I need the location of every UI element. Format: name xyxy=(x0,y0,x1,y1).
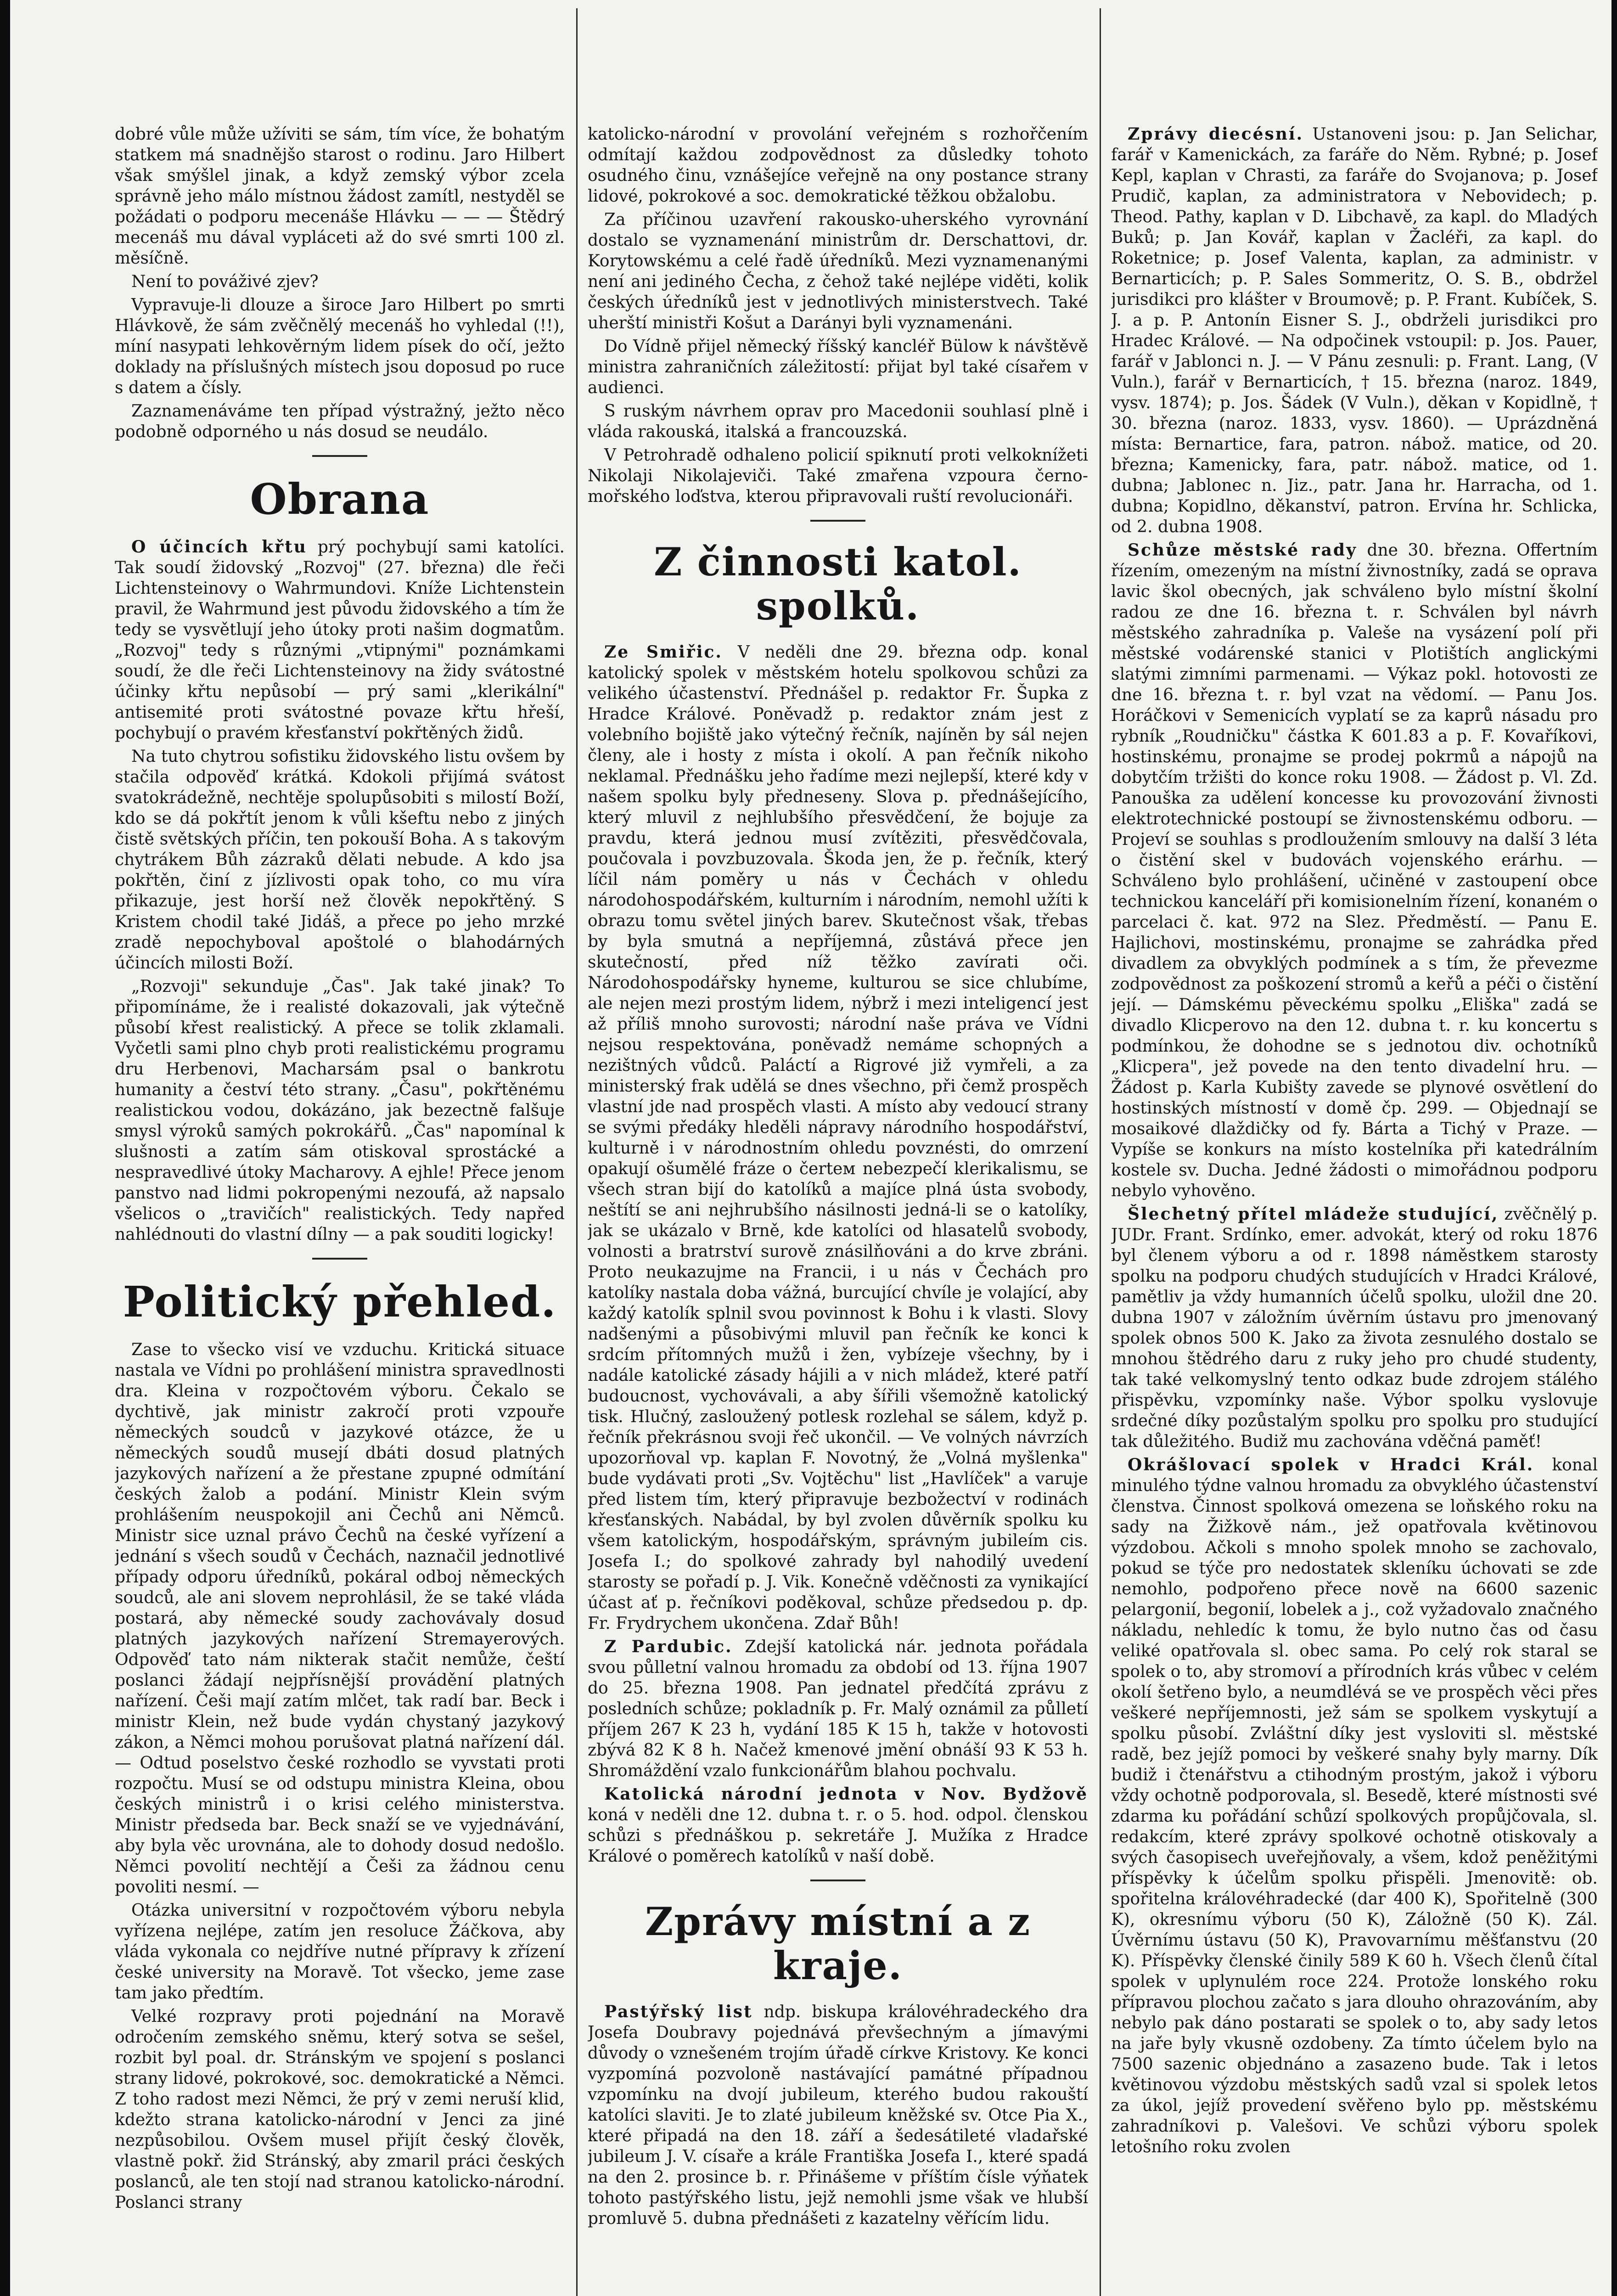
column-left xyxy=(115,124,565,2296)
paragraph: Ustanoveni jsou: p. Jan Selichar, farář v Kamenickách, za faráře do Něm. Rybné; p. Josef Kepl, kaplan v Chrasti, za faráře do Svojanova; p. Josef Prudič, kaplan, za administratora v Nebovidech; p. Theod. Pathy, kaplan v D. Libchavě, za kapl. do Mladých Buků; p. Jan Kovář, kaplan v Žacléři, za kapl. do Roketnice; p. Josef Valenta, kaplan, za administr. v Bernarticích; p. P. Sales Sommeritz, O. S. B., obdržel jurisdikci pro klášter v Broumově; p. P. Frant. Kubíček, S. J. a p. P. Antonín Eisner S. J., obdrželi jurisdikci pro Hradec Králové. — Na odpočinek vstoupil: p. Jos. Pauer, farář v Jablonci n. J. — V Pánu zesnuli: p. Frant. Lang, (V Vuln.), farář v Bernarticích, † 15. března (naroz. 1849, vysv. 1874); p. Jos. Šádek (V Vuln.), děkan v Kopidlně, † 30. března (naroz. 1833, vysv. 1860). — Uprázdněná místa: Bernartice, fara, patron. nábož. matice, od 20. března; Kamenicky, fara, patr. nábož. matice, od 1. dubna; Jablonec n. Jiz., patr. Jana hr. Harracha, od 1. dubna; Kopidlno, děkanství, patron. Ervína hr. Schlicka, od 2. dubna 1908. xyxy=(1111,125,1598,536)
lead-phrase: Katolická národní jednota v Nov. Bydžově xyxy=(604,1784,1088,1804)
paragraph: zvěčnělý p. JUDr. Frant. Srdínko, emer. advokát, který od roku 1876 byl členem výboru a od r. 1898 náměstkem starosty spolku na podporu chudých studujících v Hradci Králové, pamětliv ja vždy humanních účelů spolku, uložil dne 20. dubna 1907 v záložním úvěrním ústavu pro jmenovaný spolek obnos 500 K. Jako za života zesnulého dostalo se mnohou štědrého daru z ruky jeho pro chudé studenty, tak také velkomyslný tento odkaz bude zdrojem stálého přispěvku, vzpomínky naše. Výbor spolku vyslovuje srdečné díky pozůstalým spolku pro spolku pro studující tak důležitého. Budiž mu zachována vděčná paměť! xyxy=(1111,1205,1598,1451)
paragraph: Zdejší katolická nár. jednota pořádala svou půlletní valnou hromadu za období od 13. října 1907 do 25. března 1908. Pan jednatel předčítá zprávu z posledních schůze; pokladník p. Fr. Malý oznámil za půlletí příjem 267 K 23 h, vydání 185 K 15 h, takže v hotovosti zbývá 82 K 8 h. Načež kmenové jmění obnáší 93 K 53 h. Shromáždění vzalo funkcionářům blahou pochvalu. xyxy=(588,1638,1088,1780)
paragraph: katolicko-národní v provolání veřejném s rozhořčením odmítají každou zodpovědnost za důsledky tohoto osudného činu, vznášejíce veřejně na ony postance strany lidové, pokrokové a soc. demokratické těžkou obžalobu. xyxy=(588,125,1088,206)
paragraph: dne 30. března. Offertním řízením, omezeným na místní živnostníky, zadá se oprava lavic škol obecných, jak schváleno bylo místní školní radou ze dne 16. března t. r. Schválen byl návrh městského zahradníka p. Valeše na vysázení polí při městské vodárenské stanici v Plotištích anglickými slatými zimními parmenami. — Výkaz pokl. hotovosti ze dne 16. března t. r. byl vzat na vědomí. — Panu Jos. Horáčkovi v Semenicích vyplatí se za kaprů násadu pro rybník „Roudničku" částka K 601.83 a p. F. Kovaříkovi, hostinskému, pronajme se prodej pokrmů a nápojů na dobytčím tržišti do konce roku 1908. — Žádost p. Vl. Zd. Panouška za udělení koncesse ku provozování živnosti elektrotechnické postoupí se živnostenskému odboru. — Projeví se souhlas s prodloužením smlouvy na další 3 léta o čistění skel v budovách vojenského erárhu. — Schváleno bylo prohlášení, učiněné v zastoupení obce technickou kanceláří při komisionelním řízení, konaném o parcelaci č. kat. 972 na Slez. Předměstí. — Panu E. Hajlichovi, mostinskému, pronajme se zahrádka před divadlem za obvyklých podmínek a s tím, že převezme zodpovědnost za poškození stromů a keřů a péči o čistění její. — Dámskému pěveckému spolku „Eliška" zadá se divadlo Klicperovo na den 12. dubna t. r. ku koncertu s podmínkou, že dohodne se s jednotou div. ochotníků „Klicpera", jež povede na den tento divadelní hru. — Žádost p. Karla Kubišty zavede se plynové osvětlení do hostinských místností v domě čp. 299. — Objednají se mosaikové dlaždičky od fy. Bárta a Tichý v Praze. — Vypíše se konkurs na místo kostelníka při katedrálním kostele sv. Ducha. Jedné žádosti o mimořádnou podporu nebylo vyhověno. xyxy=(1111,541,1598,1200)
left-scan-edge xyxy=(0,0,10,2296)
paragraph: „Rozvoji" sekunduje „Čas". Jak také jinak? To připomínáme, že i realisté dokazovali, jak výtečně působí křest realistický. A přece se tolik zklamali. Vyčetli sami plno chyb proti realistickému programu dru Herbenovi, Macharsám psal o bankrotu humanity a čeství této strany. „Času", pokřtěnému realistickou vodou, dokázáno, jak bezectně falšuje smysl výroků samých pokrokářů. „Čas" napomínal k slušnosti a zatím sám otiskoval sprostácké a nespravedlivé útoky Macharovy. A ejhle! Přece jenom panstvo nad lidmi pokropenými nezoufá, až napsalo všelicos o „travičích" realistických. Tedy napřed nahlédnouti do vlastní dílny — a pak souditi logicky! xyxy=(115,977,565,1244)
paragraph: koná v neděli dne 12. dubna t. r. o 5. hod. odpol. členskou schůzi s přednáškou p. sekretáře J. Mužíka z Hradce Králové o poměrech katolíků v naší době. xyxy=(588,1806,1088,1866)
column-right xyxy=(1111,124,1598,2296)
section-title-obrana: Obrana xyxy=(250,474,430,524)
paragraph: Velké rozpravy proti pojednání na Moravě odročením zemského sněmu, který sotva se sešel, rozbit byl poal. dr. Stránským ve spojení s poslanci strany lidové, pokrokové, soc. demokratické a Němci. Z toho radost mezi Němci, že prý v zemi neruší klid, kdežto strana katolicko-národní v Jenci za jiné nezpůsobilou. Ovšem musel přijít český člověk, vlastně pokř. žid Stránský, aby zmaril práci českých poslanců, ale ten stojí nad stranou katolicko-národní. Poslanci strany xyxy=(115,2007,565,2212)
lead-phrase: Okrášlovací spolek v Hradci Král. xyxy=(1128,1455,1534,1474)
lead-phrase: Ze Smiřic. xyxy=(604,642,723,662)
paragraph: Do Vídně přijel německý říšský kancléř Bülow k návštěvě ministra zahraničních záležitostí: přijat byl také císařem v audienci. xyxy=(588,337,1088,397)
section-title-politicky-prehled: Politický přehled. xyxy=(123,1277,557,1327)
lead-phrase: Schůze městské rady xyxy=(1128,540,1358,560)
paragraph: konal minulého týdne valnou hromadu za obvyklého účastenství členstva. Činnost spolková omezena se loňského roku na sady na Žižkově nám., jež opatřovala květinovou výzdobou. Ačkoli s mnoho spolek mnoho se zachovalo, pokud se týče pro nedostatek skleníku úchovati se zde nemohlo, podpořeno přece nově na 6600 sazenic pelargonií, begonií, lobelek a j., což vyžadovalo značného nákladu, nehledíc k tomu, že bylo nutno čas od času veliké opatřovala sl. obec sama. Po celý rok staral se spolek o to, aby stromoví a přírodních krás vůbec v celém okolí šetřeno bylo, a neumdlévá se ve prospěch věci přes veškeré nepříjemnosti, jež sám se spolkem vyskytují a spolku působí. Zvláštní díky jest vysloviti sl. městské radě, bez jejíž pomoci by veškeré snahy byly marny. Dík budiž i čtenářstvu a ctihodným prostým, jakož i výboru vždy ochotně podporovala, sl. Besedě, které místnosti své zdarma ku pořádání schůzí spolkových propůjčovala, sl. redakcím, které zprávy spolkové ochotně otiskovaly a svých časopisech uveřejňovaly, a všem, kdož peněžitými příspěvky k účelům spolku přispěli. Jmenovitě: ob. spořitelna královéhradecké (dar 400 K), Spořitelně (300 K), okresnímu výboru (50 K), Záložně (50 K). Zál. Úvěrnímu ústavu (50 K), Pravovarnímu měšťanstvu (20 K). Příspěvky členské činily 589 K 60 h. Všech členů čítal spolek v uplynulém roce 224. Protože lonského roku přípravou plochou začato s jara dlouho ohrazováním, aby nebylo pak dáno postarati se spolek o to, aby sady letos na jaře byly vkusně ozdobeny. Za tímto účelem bylo na 7500 sazenic objednáno a zasazeno bude. Tak i letos květinovou výzdobu městských sadů vzal si spolek letos za úkol, jejíž provedení svěřeno bylo pp. městskému zahradníkovi p. Valešovi. Ve schůzi výboru spolek letošního roku zvolen xyxy=(1111,1456,1598,2156)
paragraph: V Petrohradě odhaleno policií spiknutí proti velkoknížeti Nikolaji Nikolajeviči. Také zmařena vzpoura černo-mořského loďstva, kterou připravovali ruští revolucionáři. xyxy=(588,446,1088,506)
paragraph: Na tuto chytrou sofistiku židovského listu ovšem by stačila odpověď krátká. Kdokoli přijímá svátost svatokrádežně, nechtěje spolupůsobiti s milostí Boží, kdo se dá pokřtít jenom k vůli kšeftu nebo z jiných čistě světských příčin, ten pokouší Boha. A s takovým chytrákem Bůh zázraků dělati nebude. A kdo jsa pokřtěn, činí z jízlivosti opak toho, co mu víra přikazuje, jest horší než člověk nepokřtěný. S Kristem chodil také Jidáš, a přece po jeho mrzké zradě nepochyboval apoštolé o blahodárných účincích milosti Boží. xyxy=(115,747,565,973)
lead-phrase: Pastýřský list xyxy=(604,2002,753,2021)
paragraph: Není to pováživé zjev? xyxy=(131,272,319,291)
column-rule-1 xyxy=(576,8,578,2296)
column-middle xyxy=(588,124,1088,2296)
divider xyxy=(810,1880,865,1881)
section-title-z-cinnosti: Z činnosti katol. spolků. xyxy=(654,539,1022,629)
paragraph: Zase to všecko visí ve vzduchu. Kritická situace nastala ve Vídni po prohlášení ministra spravedlnosti dra. Kleina v rozpočtovém výboru. Čekalo se dychtivě, jak ministr zakročí proti vzpouře německých soudců v jazykové otázce, že u německých soudů musejí dbáti dosud platných jazykových nařízení a že přestane zpupné odmítání českých žalob a podání. Ministr Klein svým prohlášením neuspokojil ani Čechů ani Němců. Ministr sice uznal právo Čechů na české vyřízení a jednání s všech soudů v Čechách, naznačil jednotlivé případy odporu úředníků, pokáral odboj německých soudců, ale ani slovem neprohlásil, že se také vláda postará, aby německé soudy zachovávaly dosud platných jazykových nařízení Stremayerových. Odpověď tato nám nikterak stačit nemůže, čeští poslanci žádají nejpřísnější provádění platných nařízení. Češi mají zatím mlčet, tak radí bar. Beck i ministr Klein, než bude vydán chystaný jazykový zákon, a Němci mohou porušovat platná nařízení dál. — Odtud poselstvo české rozhodlo se vyvstati proti rozpočtu. Musí se od odstupu ministra Kleina, obou českých ministrů i o krisi celého ministerstva. Ministr předseda bar. Beck snaží se ve vyjednávání, aby byla věc urovnána, ale to dohody dosud nedošlo. Němci povolití nechtějí a Češi za žádnou cenu povoliti nesmí. — xyxy=(115,1340,565,1896)
lead-phrase: Zprávy diecésní. xyxy=(1128,124,1304,144)
section-title-zpravy-mistni: Zprávy místní a z kraje. xyxy=(645,1899,1031,1988)
paragraph: Vypravuje-li dlouze a široce Jaro Hilbert po smrti Hlávkově, že sám zvěčnělý mecenáš ho vyhledal (!!), míní nasypati lehkověrným lidem písek do očí, ježto doklady na příslušných místech jsou doposud po ruce s datem a čísly. xyxy=(115,296,565,397)
divider xyxy=(810,520,865,522)
paragraph: dobré vůle může užíviti se sám, tím více, že bohatým statkem má snadnějšo starost o rodinu. Jaro Hilbert však smýšlel jinak, a když zemský výbor zcela správně jeho málo místnou žádost zamítl, nestyděl se požádati o podporu mecenáše Hlávku — — — Štědrý mecenáš mu dával vypláceti až do své smrti 100 zl. měsíčně. xyxy=(115,125,565,268)
paragraph: V neděli dne 29. března odp. konal katolický spolek v městském hotelu spolkovou schůzi za velikého účastenství. Přednášel p. redaktor Fr. Šupka z Hradce Králové. Poněvadž p. redaktor znám jest z volebního bojiště jako výtečný řečník, najíněn by sál nejen členy, ale i hosty z místa i okolí. A pan řečník nikoho neklamal. Přednášku jeho řadíme mezi nejlepší, které kdy v našem spolku byly předneseny. Slova p. přednášejícího, který mluvil z nejhlubšího přesvědčení, že bojuje za pravdu, která jednou musí zvítěziti, přesvědčovala, poučovala i povzbuzovala. Škoda jen, že p. řečník, který líčil nám poměry u nás v Čechách v ohledu národohospodářském, kulturním i národním, nemohl užíti k obrazu tomu světel jiných barev. Skutečnost však, třebas by byla smutná a nepříjemná, zůstává přece jen skutečností, před níž těžko zavírati oči. Národohospodářsky hyneme, kulturou se sice chlubíme, ale nejen mezi prostým lidem, nýbrž i mezi inteligencí jest až příliš mnoho surovosti; národní naše práva ve Vídni nejsou respektována, poněvadž nemáme schopných a nezištných vůdců. Paláctí a Rigrové již vymřeli, a za ministerský frak udělá se dnes všechno, při čemž prospěch vlastní jde nad prospěch vlasti. A místo aby vedoucí strany se svými předáky hleděli nápravy národního hospodářství, kulturně i v národnostním ohledu povznésti, do omrzení opakují ošumělé fráze o čerteм nebezpečí klerikalismu, se všech stran bijí do katolíků a majíce plná ústa svobody, neštítí se ani nejhrubšího násilnosti jedná-li se o katolíky, jak se ukázalo v Brně, kde katolíci od hlasatelů svobody, volnosti a bratrství surově znásilňováni a do krve zbráni. Proto neukazujme na Francii, i u nás v Čechách pro katolíky nastala doba vážná, burcující chvíle je volající, aby každý katolík splnil svou povinnost k Bohu i k vlasti. Slovy nadšenými a působivými mluvil pan řečník ke konci k srdcím přítomných mužů i žen, vybízeje všechny, by i nadále katolické zásady hájili a v nich mládež, které patří budoucnost, vychovávali, a aby šířili všemožně katolický tisk. Hlučný, zasloužený potlesk rozlehal se sálem, když p. řečník překrásnou svoji řeč ukončil. — Ve volných návrzích upozorňoval vp. kaplan F. Novotný, že „Volná myšlenka" bude vydávati proti „Sv. Vojtěchu" list „Havlíček" a varuje před listem tím, který připravuje bezbožectví v rodinách křesťanských. Nabádal, by byl zvolen důvěrník spolku ku všem katolickým, hospodářským, správným jubileím cis. Josefa I.; do spolkové zahrady byl nahodilý uvedení starosty se pořadí p. J. Vik. Konečně vděčnosti za vynikající účast ať p. řečníkovi poděkoval, schůze předsedou p. dp. Fr. Frydrychem ukončena. Zdař Bůh! xyxy=(588,643,1088,1633)
right-scan-edge xyxy=(1611,0,1617,2296)
paragraph: Zaznamenáváme ten případ výstražný, ježto něco podobně odporného u nás dosud se neudálo. xyxy=(115,402,565,441)
paragraph: prý pochybují sami katolíci. Tak soudí židovský „Rozvoj" (27. března) dle řeči Lichtensteinovy o Wahrmundovi. Kníže Lichtenstein pravil, že Wahrmund jest původu židovského a tím že tedy se vysvětlují jeho útoky proti našim dogmatům. „Rozvoj" tedy s různými „vtipnými" poznámkami soudí, že dle řeči Lichtensteinovy na židy svátostné účinky křtu nepůsobí — prý sami „klerikální" antisemité proti svátostné povaze křtu hřeší, pochybují o pravém křesťanství pokřtěných židů. xyxy=(115,538,565,743)
lead-phrase: Šlechetný přítel mládeže studující, xyxy=(1128,1204,1499,1224)
paragraph: Otázka universitní v rozpočtovém výboru nebyla vyřízena nejlépe, zatím jen resoluce Žáčkova, aby vláda vykonala co nejdříve nutné přípravy k zřízení české university na Moravě. Tot všecko, jeme zase tam jako předtím. xyxy=(115,1901,565,2003)
divider xyxy=(312,455,367,457)
lead-phrase: O účincích křtu xyxy=(131,537,307,557)
column-rule-2 xyxy=(1100,8,1101,2296)
paragraph: Za příčinou uzavření rakousko-uherského vyrovnání dostalo se vyznamenání ministrům dr. Derschattovi, dr. Korytowskému a celé řadě úředníků. Mezi vyznamenanými není ani jediného Čecha, z čehož také nejlépe viděti, kolik českých úředníků jest v jednotlivých ministerstvech. Také uherští ministři Košut a Darányi byli vyznamenáni. xyxy=(588,210,1088,332)
divider xyxy=(312,1258,367,1260)
lead-phrase: Z Pardubic. xyxy=(604,1637,733,1656)
paragraph: ndp. biskupa královéhradeckého dra Josefa Doubravy pojednává převšechným a jímavými důvody o vznešeném trojím úřadě církve Kristovy. Ke konci vyzpomíná pozvoloně nastávající památné případnou vzpomínku na dvojí jubileum, kterého budou rakouští katolíci slaviti. Je to zlaté jubileum kněžské sv. Otce Pia X., které připadá na den 18. září a šedesátileté vladařské jubileum J. V. císaře a krále Františka Josefa I., které spadá na den 2. prosince b. r. Přinášeme v příštím čísle výňatek tohoto pastýřského listu, jejž nemohli jsme však ve hlubší promluvě 5. dubna přednášeti z kazatelny věřícím lidu. xyxy=(588,2003,1088,2228)
paragraph: S ruským návrhem oprav pro Macedonii souhlasí plně i vláda rakouská, italská a francouzská. xyxy=(588,402,1088,441)
